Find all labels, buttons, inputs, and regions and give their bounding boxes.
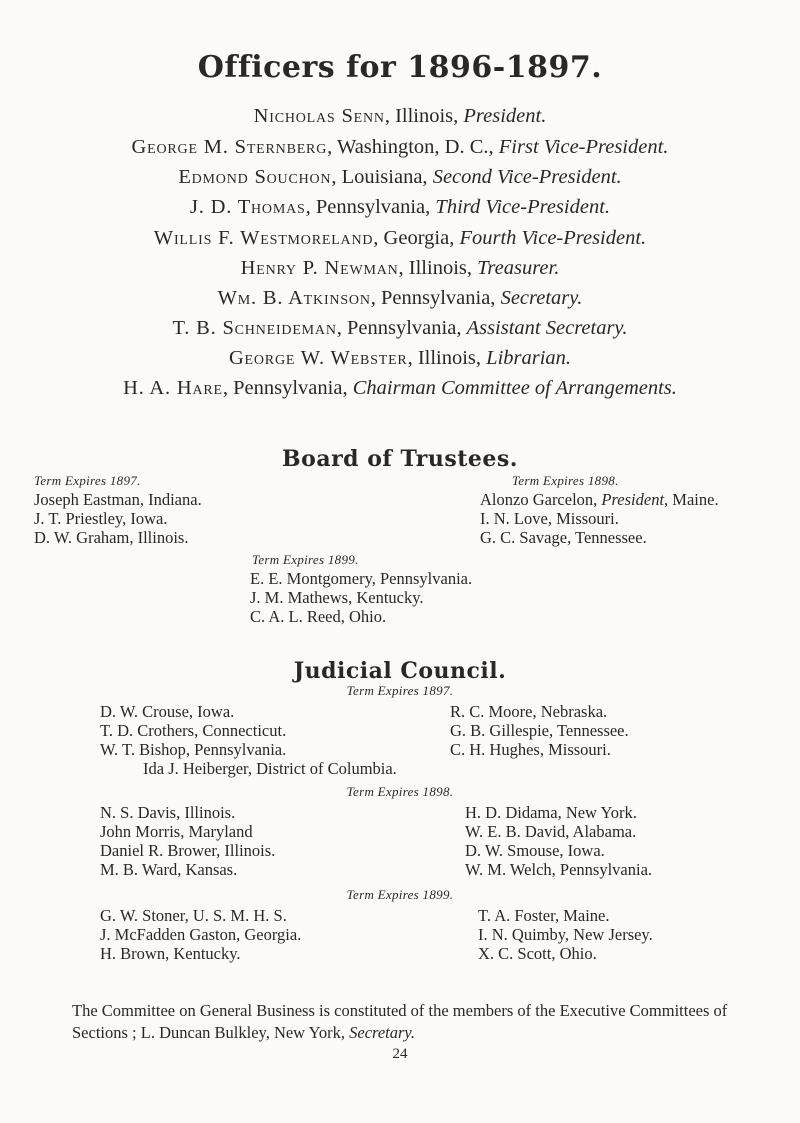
council-member: H. D. Didama, New York. [465,803,637,822]
officer-place: , Washington, D. C., [327,136,499,158]
officer-line [0,316,800,340]
trustees-center-column [250,550,472,626]
officer-role: Second Vice-President. [432,166,622,188]
officer-role: Treasurer. [477,257,560,279]
council-left-column [100,906,301,963]
officer-place: , Illinois, [407,347,487,369]
officer-name: J. D. Thomas [189,196,306,218]
footer-role: Secretary. [349,1023,415,1042]
council-member: I. N. Quimby, New Jersey. [478,925,653,944]
term-label: Term Expires 1897. [346,683,454,698]
officer-name: Edmond Souchon [178,166,332,188]
officer-line [0,376,800,400]
trustee-member: D. W. Graham, Illinois. [34,528,189,547]
council-member: G. W. Stoner, U. S. M. H. S. [100,906,287,925]
council-member: M. B. Ward, Kansas. [100,860,238,879]
officer-line [0,226,800,250]
trustee-member: G. C. Savage, Tennessee. [480,528,647,547]
trustees-left-column [34,471,202,547]
officer-role: First Vice-President. [498,136,669,158]
trustees-right-column [480,471,719,547]
council-member: H. Brown, Kentucky. [100,944,241,963]
officer-place: , Pennsylvania, [305,196,436,218]
officer-line [0,256,800,280]
officer-place: , Pennsylvania, [336,317,467,339]
officer-name: George W. Webster [228,347,408,369]
term-label: Term Expires 1897. [34,473,141,488]
council-left-column [100,803,275,879]
trustee-name: Alonzo Garcelon, [480,490,602,509]
trustee-member: J. M. Mathews, Kentucky. [250,588,424,607]
council-member: T. D. Crothers, Connecticut. [100,721,287,740]
officer-name: Willis F. Westmoreland [153,227,374,249]
officer-place: , Louisiana, [331,166,433,188]
term-label: Term Expires 1898. [346,784,454,799]
trustee-member: I. N. Love, Missouri. [480,509,619,528]
officer-name: T. B. Schneideman [172,317,337,339]
officer-role: Secretary. [500,287,583,309]
trustee-member: E. E. Montgomery, Pennsylvania. [250,569,473,588]
term-label: Term Expires 1898. [512,473,619,488]
council-left-column [100,702,286,759]
council-member: C. H. Hughes, Missouri. [450,740,611,759]
trustee-member: C. A. L. Reed, Ohio. [250,607,387,626]
officer-role: Chairman Committee of Arrangements. [352,377,677,399]
council-member: Daniel R. Brower, Illinois. [100,841,276,860]
trustee-member: Joseph Eastman, Indiana. [34,490,202,509]
council-member: John Morris, Maryland [100,822,253,841]
trustee-member [480,490,719,509]
officer-line [0,135,800,159]
council-right-column [450,702,629,759]
officer-name: George M. Sternberg [131,136,328,158]
council-member: T. A. Foster, Maine. [478,906,610,925]
officer-line [0,165,800,189]
council-member: J. McFadden Gaston, Georgia. [100,925,302,944]
officer-role: President. [463,105,547,127]
footer-text: The Committee on General Business is constituted of the members of the Executive Committees of Sections ; L. Duncan Bulkley, New York, [72,1001,728,1042]
term-label: Term Expires 1899. [252,552,359,567]
term-label: Term Expires 1899. [346,887,454,902]
officer-role: Fourth Vice-President. [459,227,647,249]
officer-line [0,286,800,310]
council-heading: Judicial Council. [293,658,507,684]
trustees-heading: Board of Trustees. [282,446,518,472]
officer-place: , Georgia, [373,227,460,249]
council-member: D. W. Crouse, Iowa. [100,702,235,721]
officer-place: , Illinois, [384,105,464,127]
officer-name: Nicholas Senn [253,105,385,127]
footer-paragraph [72,1000,762,1044]
officer-role: Librarian. [486,347,572,369]
trustee-place: , Maine. [664,490,719,509]
council-member: G. B. Gillespie, Tennessee. [450,721,629,740]
council-member: W. T. Bishop, Pennsylvania. [100,740,287,759]
page-title: Officers for 1896-1897. [197,50,603,85]
council-member: Ida J. Heiberger, District of Columbia. [143,759,397,778]
council-member: W. M. Welch, Pennsylvania. [465,860,653,879]
officer-name: Wm. B. Atkinson [217,287,371,309]
officer-place: , Pennsylvania, [370,287,501,309]
trustee-member: J. T. Priestley, Iowa. [34,509,168,528]
officer-name: Henry P. Newman [240,257,399,279]
council-member: N. S. Davis, Illinois. [100,803,236,822]
council-member: D. W. Smouse, Iowa. [465,841,605,860]
officer-role: Assistant Secretary. [466,317,628,339]
council-right-column [465,803,652,879]
officer-name: H. A. Hare [123,377,223,399]
officer-line [0,195,800,219]
officer-place: , Pennsylvania, [222,377,353,399]
page-number: 24 [392,1046,408,1062]
officer-place: , Illinois, [398,257,478,279]
trustee-role: President [601,490,665,509]
council-member: W. E. B. David, Alabama. [465,822,637,841]
officer-line [0,346,800,370]
officer-role: Third Vice-President. [435,196,611,218]
council-member: R. C. Moore, Nebraska. [450,702,608,721]
council-member: X. C. Scott, Ohio. [478,944,597,963]
officer-line [0,104,800,128]
council-right-column [478,906,653,963]
